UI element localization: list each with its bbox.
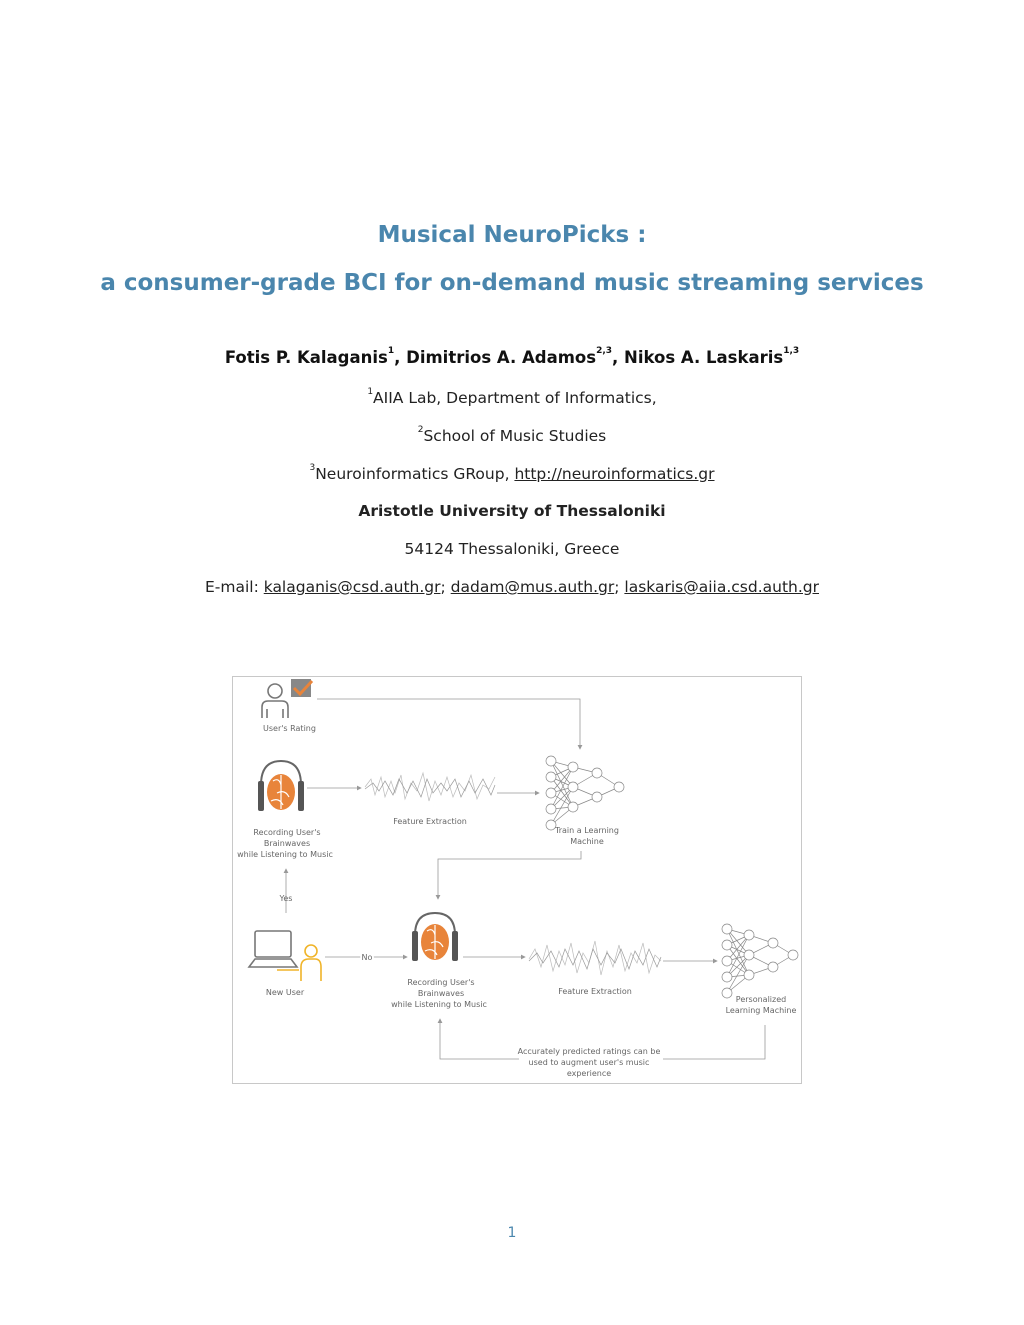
users-rating-label: User's Rating bbox=[263, 724, 316, 733]
authors bbox=[0, 348, 1024, 367]
check-icon bbox=[291, 679, 312, 697]
system-diagram bbox=[233, 677, 801, 1083]
feedback-label-1: Accurately predicted ratings can be bbox=[517, 1047, 661, 1056]
brain-headphones-icon-top bbox=[258, 761, 304, 811]
user-icon bbox=[262, 684, 288, 718]
email-separator: ; bbox=[440, 578, 451, 596]
neural-network-icon-top bbox=[546, 756, 624, 830]
email-line bbox=[0, 578, 1024, 596]
personalized-machine-label-2: Learning Machine bbox=[725, 1006, 797, 1015]
affiliation-1-sup: 1 bbox=[367, 387, 374, 397]
feedback-label-3: experience bbox=[566, 1069, 612, 1078]
affiliation-2-sup: 2 bbox=[417, 425, 424, 435]
author-separator: , bbox=[612, 348, 625, 367]
eeg-waveform-bottom bbox=[529, 941, 661, 975]
feature-extraction-bottom-label: Feature Extraction bbox=[558, 987, 632, 996]
new-user-label: New User bbox=[265, 988, 305, 997]
new-user-icon bbox=[277, 945, 321, 981]
recording-bottom-label-2: Brainwaves bbox=[417, 989, 465, 998]
recording-top-label-1: Recording User's bbox=[253, 828, 321, 837]
affiliation-1 bbox=[0, 389, 1024, 407]
affiliation-2 bbox=[0, 427, 1024, 445]
laptop-icon bbox=[249, 931, 297, 967]
email-label: E-mail: bbox=[204, 578, 264, 596]
affiliation-3-sup: 3 bbox=[309, 463, 316, 473]
university: Aristotle University of Thessaloniki bbox=[358, 502, 666, 520]
author-2-sup: 2,3 bbox=[596, 346, 613, 356]
affiliation-3-text: Neuroinformatics GRoup, bbox=[315, 465, 515, 483]
affiliation-2-text: School of Music Studies bbox=[423, 427, 607, 445]
email-separator: ; bbox=[614, 578, 625, 596]
recording-bottom-label-3: while Listening to Music bbox=[391, 1000, 487, 1009]
recording-bottom-label-1: Recording User's bbox=[407, 978, 475, 987]
feature-extraction-top-label: Feature Extraction bbox=[393, 817, 467, 826]
affiliation-1-text: AIIA Lab, Department of Informatics, bbox=[373, 389, 657, 407]
eeg-waveform-top bbox=[365, 773, 495, 801]
paper-title-line1: Musical NeuroPicks : bbox=[377, 222, 647, 248]
yes-label: Yes bbox=[279, 894, 293, 903]
train-machine-label-1: Train a Learning bbox=[555, 826, 619, 835]
feedback-label-2: used to augment user's music bbox=[528, 1058, 650, 1067]
recording-top-label-2: Brainwaves bbox=[263, 839, 311, 848]
email-link-2[interactable]: dadam@mus.auth.gr bbox=[450, 578, 615, 596]
author-separator: , bbox=[394, 348, 407, 367]
system-diagram-figure bbox=[232, 676, 802, 1084]
neural-network-icon-bottom bbox=[722, 924, 798, 998]
address: 54124 Thessaloniki, Greece bbox=[404, 540, 620, 558]
recording-top-label-3: while Listening to Music bbox=[237, 850, 333, 859]
author-3: Nikos A. Laskaris bbox=[624, 348, 784, 367]
arrow-rating-to-train bbox=[317, 699, 580, 749]
affiliation-3 bbox=[0, 465, 1024, 483]
author-1: Fotis P. Kalaganis bbox=[224, 348, 388, 367]
email-link-1[interactable]: kalaganis@csd.auth.gr bbox=[263, 578, 441, 596]
neuroinformatics-link[interactable]: http://neuroinformatics.gr bbox=[514, 465, 715, 483]
feedback-line-left bbox=[440, 1019, 519, 1059]
train-machine-label-2: Machine bbox=[570, 837, 604, 846]
no-label: No bbox=[361, 953, 373, 962]
author-3-sup: 1,3 bbox=[783, 346, 800, 356]
author-1-sup: 1 bbox=[387, 346, 395, 356]
feedback-line-right bbox=[663, 1025, 765, 1059]
paper-title-line2: a consumer-grade BCI for on-demand music streaming services bbox=[100, 270, 924, 296]
arrow-train-to-bottom bbox=[438, 851, 581, 899]
brain-headphones-icon-bottom bbox=[412, 913, 458, 961]
page-number: 1 bbox=[507, 1225, 517, 1241]
author-2: Dimitrios A. Adamos bbox=[406, 348, 597, 367]
personalized-machine-label-1: Personalized bbox=[735, 995, 787, 1004]
email-link-3[interactable]: laskaris@aiia.csd.auth.gr bbox=[624, 578, 819, 596]
